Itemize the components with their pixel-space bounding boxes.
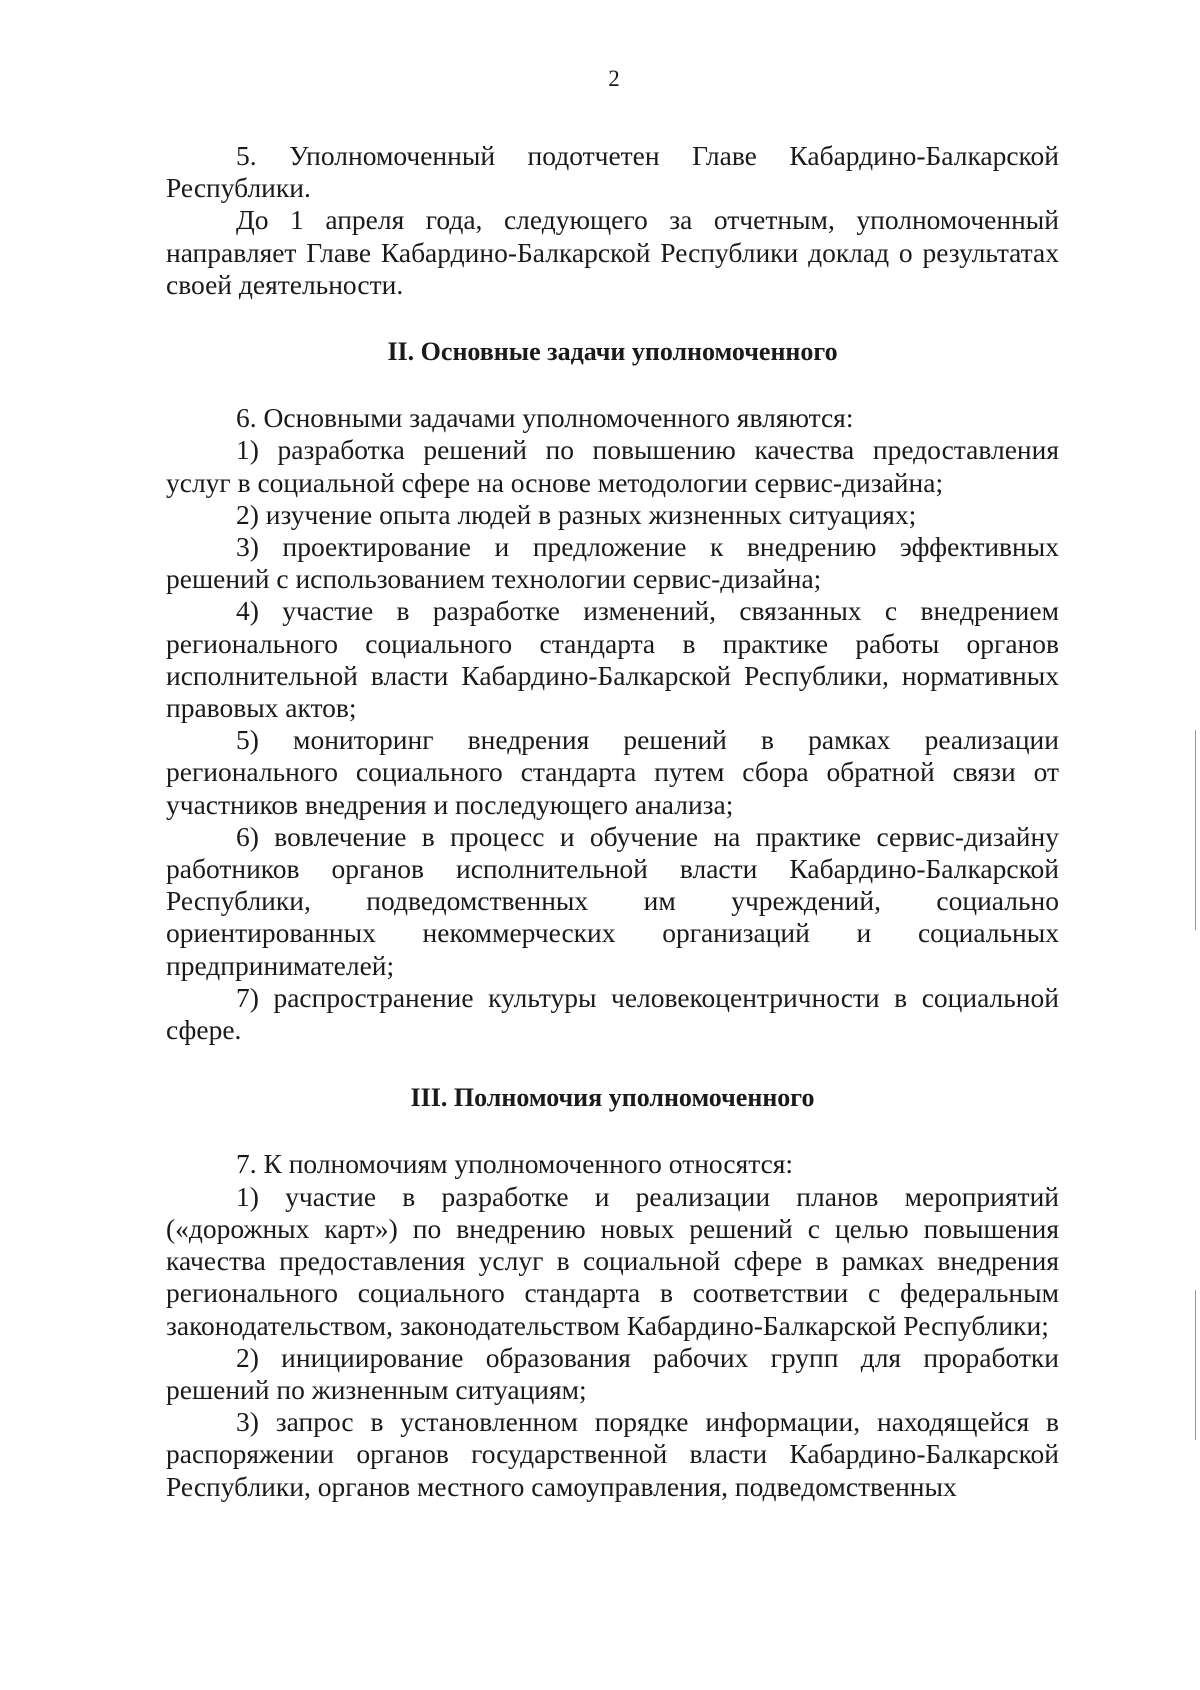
power-item-1: 1) участие в разработке и реализации планов мероприятий («дорожных карт») по внедрению новых решений с целью повышения качества предоставления услуг в социальной сфере в рамках внедрения регионального социального стандарта в соответствии с федеральным законодательством, законодательством Кабардино-Балкарской Республики; xyxy=(166,1180,1059,1341)
task-item-3: 3) проектирование и предложение к внедрению эффективных решений с использованием технологии сервис-дизайна; xyxy=(166,531,1059,595)
scan-edge-mark xyxy=(1195,1290,1196,1440)
paragraph-item-7: 7. К полномочиям уполномоченного относятся: xyxy=(236,1148,794,1180)
document-body xyxy=(166,140,1059,1503)
section-heading-powers: III. Полномочия уполномоченного xyxy=(410,1083,815,1113)
page-number: 2 xyxy=(608,66,620,91)
paragraph-item-6: 6. Основными задачами уполномоченного являются: xyxy=(236,402,854,434)
task-item-4: 4) участие в разработке изменений, связанных с внедрением регионального социального стандарта в практике работы органов исполнительной власти Кабардино-Балкарской Республики, нормативных правовых актов; xyxy=(166,595,1059,724)
power-item-3: 3) запрос в установленном порядке информации, находящейся в распоряжении органов государственной власти Кабардино-Балкарской Республики, органов местного самоуправления, подведомственных xyxy=(166,1406,1059,1502)
task-item-7: 7) распространение культуры человекоцентричности в социальной сфере. xyxy=(166,981,1059,1046)
section-heading-tasks: II. Основные задачи уполномоченного xyxy=(387,337,838,367)
paragraph-item-5: 5. Уполномоченный подотчетен Главе Кабардино-Балкарской Республики. xyxy=(166,140,1059,204)
paragraph-report-deadline: До 1 апреля года, следующего за отчетным, уполномоченный направляет Главе Кабардино-Балкарской Республики доклад о результатах своей деятельности. xyxy=(166,204,1059,300)
task-item-1: 1) разработка решений по повышению качества предоставления услуг в социальной сфере на основе методологии сервис-дизайна; xyxy=(166,434,1059,498)
task-item-2: 2) изучение опыта людей в разных жизненных ситуациях; xyxy=(236,498,917,530)
task-item-6: 6) вовлечение в процесс и обучение на практике сервис-дизайну работников органов исполнительной власти Кабардино-Балкарской Республики, подведомственных им учреждений, социально ориентированных некоммерческих организаций и социальных предпринимателей; xyxy=(166,820,1059,981)
task-item-5: 5) мониторинг внедрения решений в рамках реализации регионального социального стандарта путем сбора обратной связи от участников внедрения и последующего анализа; xyxy=(166,724,1059,820)
scan-edge-mark xyxy=(1195,730,1196,930)
power-item-2: 2) инициирование образования рабочих групп для проработки решений по жизненным ситуациям; xyxy=(166,1341,1059,1405)
